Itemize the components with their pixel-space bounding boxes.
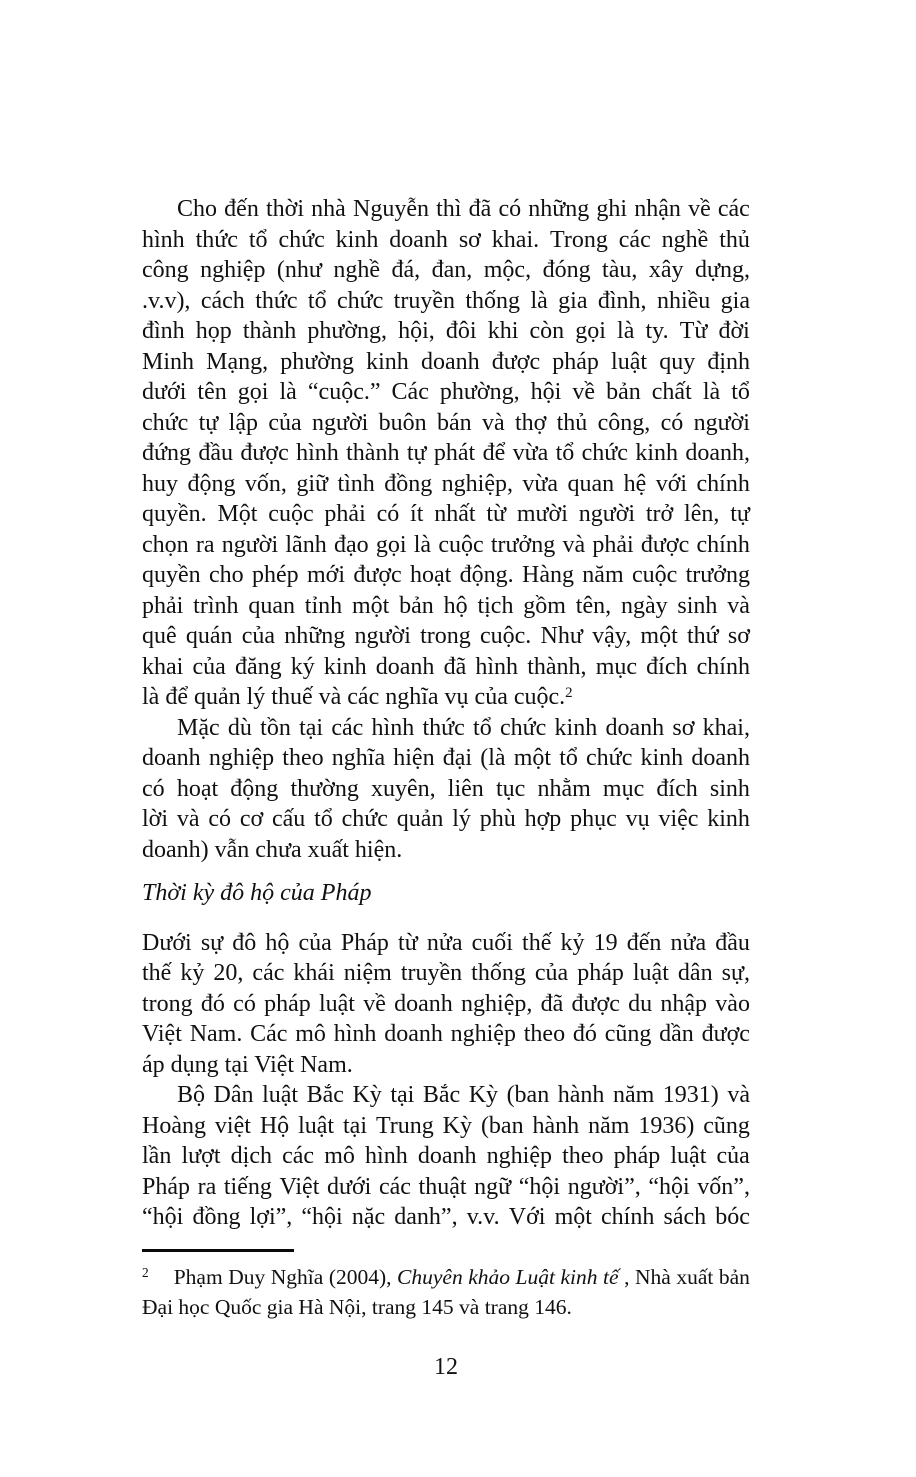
footnote-separator-rule xyxy=(142,1249,294,1252)
para-no-modern-enterprise xyxy=(142,713,750,866)
para-nguyen-era xyxy=(142,194,750,713)
text-block xyxy=(142,194,750,1322)
text-line: khai của đăng ký kinh doanh đã hình thành, mục đích chính xyxy=(142,653,750,680)
text-line: Dưới sự đô hộ của Pháp từ nửa cuối thế kỷ 19 đến nửa đầu xyxy=(142,929,750,956)
text-line: 2 Phạm Duy Nghĩa (2004), Chuyên khảo Luật kinh tế , Nhà xuất bản xyxy=(142,1264,750,1289)
text-line: hình thức tổ chức kinh doanh sơ khai. Trong các nghề thủ xyxy=(142,226,750,253)
heading-french-colonial-period xyxy=(142,878,750,909)
text-line: có hoạt động thường xuyên, liên tục nhằm mục đích sinh xyxy=(142,775,750,802)
text-line: quyền. Một cuộc phải có ít nhất từ mười người trở lên, tự xyxy=(142,501,750,527)
text-line: quê quán của những người trong cuộc. Như vậy, một thứ sơ xyxy=(142,623,750,649)
text-line: là để quản lý thuế và các nghĩa vụ của cuộc.$^2$ xyxy=(142,684,573,710)
text-line: công nghiệp (như nghề đá, đan, mộc, đóng tàu, xây dựng, xyxy=(142,257,750,283)
text-line: Minh Mạng, phường kinh doanh được pháp luật quy định xyxy=(142,348,750,375)
text-line: quyền cho phép mới được hoạt động. Hàng năm cuộc trưởng xyxy=(142,562,750,588)
text-line: thế kỷ 20, các khái niệm truyền thống của pháp luật dân sự, xyxy=(142,960,750,986)
text-line: đình họp thành phường, hội, đôi khi còn gọi là ty. Từ đời xyxy=(142,318,750,344)
text-line: Việt Nam. Các mô hình doanh nghiệp theo đó cũng dần được xyxy=(142,1021,750,1047)
para-french-rule xyxy=(142,928,750,1081)
text-line: áp dụng tại Việt Nam. xyxy=(142,1051,353,1078)
para-civil-codes xyxy=(142,1080,750,1233)
text-line: trong đó có pháp luật về doanh nghiệp, đã được du nhập vào xyxy=(142,990,750,1017)
page-number: 12 xyxy=(434,1354,458,1380)
text-line: lần lượt dịch các mô hình doanh nghiệp theo pháp luật của xyxy=(142,1143,750,1169)
text-line: Đại học Quốc gia Hà Nội, trang 145 và trang 146. xyxy=(142,1294,572,1319)
text-line: dưới tên gọi là “cuộc.” Các phường, hội về bản chất là tổ xyxy=(142,379,750,405)
text-line: doanh nghiệp theo nghĩa hiện đại (là một tổ chức kinh doanh xyxy=(142,745,750,771)
text-line: Mặc dù tồn tại các hình thức tổ chức kinh doanh sơ khai, xyxy=(177,714,750,741)
text-line: doanh) vẫn chưa xuất hiện. xyxy=(142,836,403,863)
text-line: Thời kỳ đô hộ của Pháp xyxy=(142,880,372,906)
text-line: Pháp ra tiếng Việt dưới các thuật ngữ “hội người”, “hội vốn”, xyxy=(142,1173,750,1200)
text-line: chọn ra người lãnh đạo gọi là cuộc trưởng và phải được chính xyxy=(142,531,750,558)
text-line: .v.v), cách thức tổ chức truyền thống là gia đình, nhiều gia xyxy=(142,287,750,314)
text-line: huy động vốn, giữ tình đồng nghiệp, vừa quan hệ với chính xyxy=(142,470,750,497)
footnote xyxy=(142,1249,750,1322)
text-line: Hoàng việt Hộ luật tại Trung Kỳ (ban hành năm 1936) cũng xyxy=(142,1112,750,1139)
text-line: phải trình quan tỉnh một bản hộ tịch gồm tên, ngày sinh và xyxy=(142,592,750,619)
text-line: lời và có cơ cấu tổ chức quản lý phù hợp phục vụ việc kinh xyxy=(142,806,750,832)
text-line: Cho đến thời nhà Nguyễn thì đã có những ghi nhận về các xyxy=(177,196,750,222)
text-line: “hội đồng lợi”, “hội nặc danh”, v.v. Với một chính sách bóc xyxy=(142,1204,750,1230)
text-line: Bộ Dân luật Bắc Kỳ tại Bắc Kỳ (ban hành năm 1931) và xyxy=(177,1082,750,1108)
text-line: chức tự lập của người buôn bán và thợ thủ công, có người xyxy=(142,409,750,436)
text-line: đứng đầu được hình thành tự phát để vừa tổ chức kinh doanh, xyxy=(142,440,750,466)
